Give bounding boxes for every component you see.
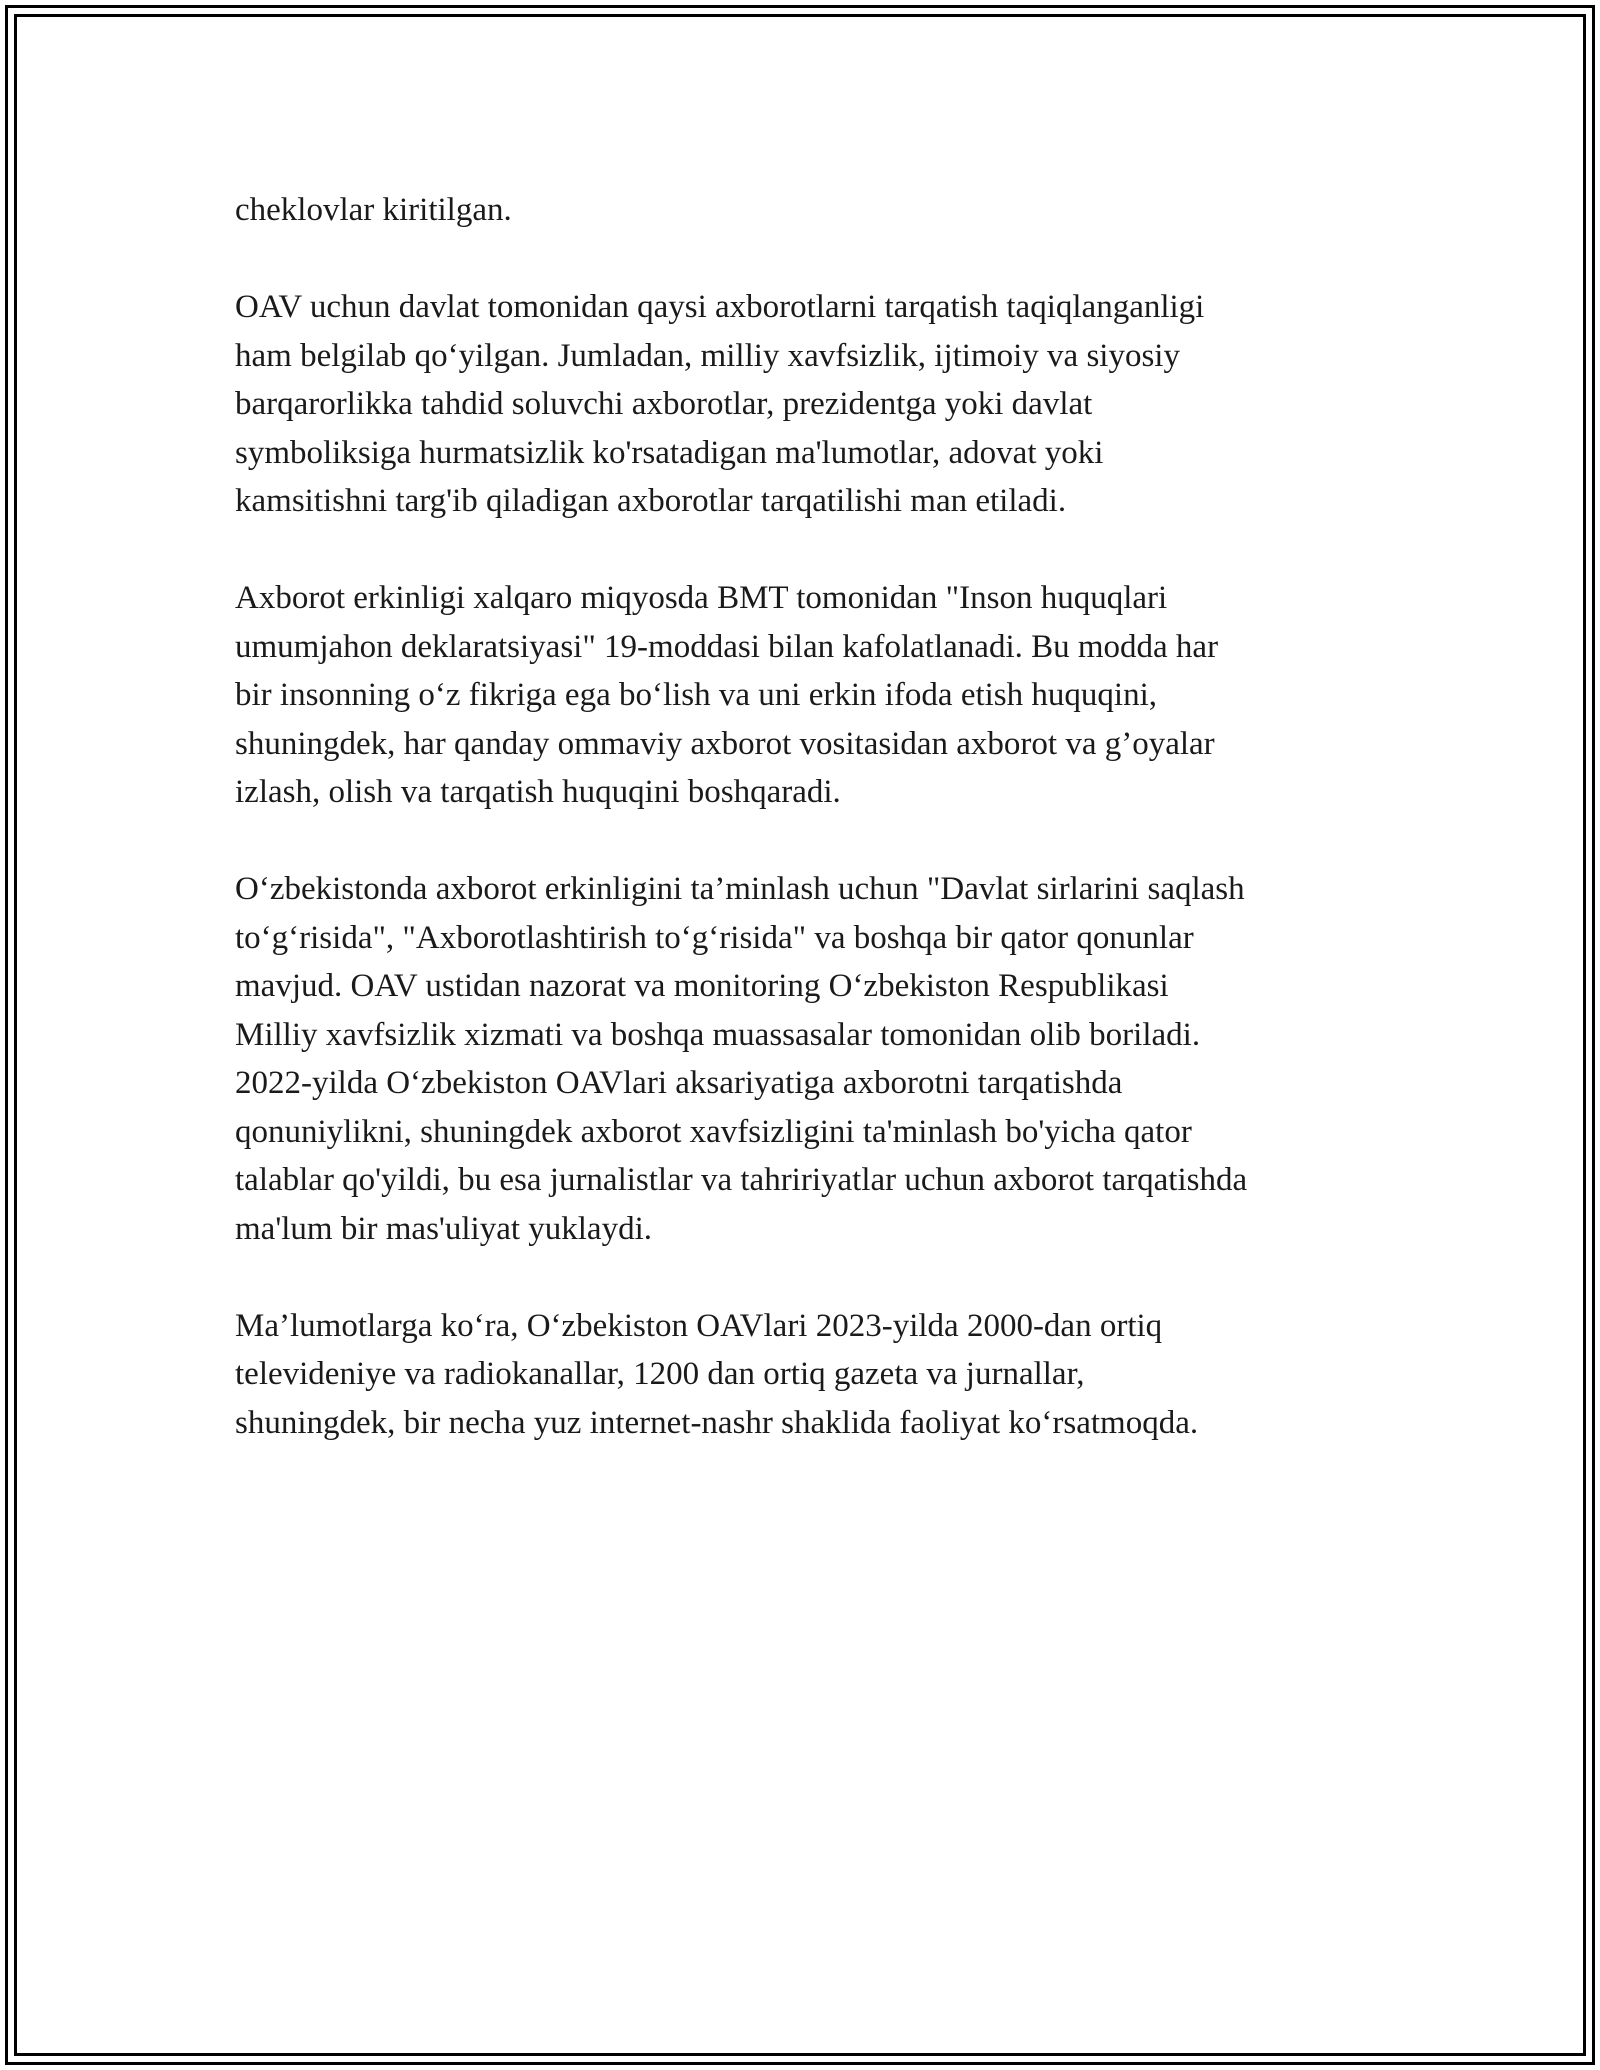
- text-line: izlash, olish va tarqatish huquqini boshqaradi.: [235, 774, 841, 810]
- text-line: OAV uchun davlat tomonidan qaysi axborotlarni tarqatish taqiqlanganligi: [235, 289, 1205, 325]
- text-line: to‘g‘risida", "Axborotlashtirish to‘g‘risida" va boshqa bir qator qonunlar: [235, 919, 1194, 956]
- paragraph-5: [235, 1302, 1380, 1448]
- text-line: symboliksiga hurmatsizlik ko'rsatadigan ma'lumotlar, adovat yoki: [235, 434, 1104, 471]
- paragraph-2: [235, 283, 1380, 526]
- text-line: ma'lum bir mas'uliyat yuklaydi.: [235, 1210, 652, 1247]
- text-line: barqarorlikka tahdid soluvchi axborotlar, prezidentga yoki davlat: [235, 386, 1093, 422]
- text-line: 2022-yilda O‘zbekiston OAVlari aksariyatiga axborotni tarqatishda: [235, 1065, 1123, 1101]
- paragraph-4: [235, 865, 1380, 1253]
- paragraph-1: [235, 186, 1380, 235]
- text-line: qonuniylikni, shuningdek axborot xavfsizligini ta'minlash bo'yicha qator: [235, 1113, 1192, 1150]
- text-line: televideniye va radiokanallar, 1200 dan ortiq gazeta va jurnallar,: [235, 1356, 1085, 1392]
- text-line: umumjahon deklaratsiyasi" 19-moddasi bilan kafolatlanadi. Bu modda har: [235, 628, 1219, 665]
- text-line: ham belgilab qo‘yilgan. Jumladan, milliy xavfsizlik, ijtimoiy va siyosiy: [235, 337, 1180, 374]
- text-line: kamsitishni targ'ib qiladigan axborotlar tarqatilishi man etiladi.: [235, 483, 1067, 519]
- text-line: Milliy xavfsizlik xizmati va boshqa muassasalar tomonidan olib boriladi.: [235, 1016, 1201, 1053]
- text-line: cheklovlar kiritilgan.: [235, 192, 512, 228]
- text-line: O‘zbekistonda axborot erkinligini ta’minlash uchun "Davlat sirlarini saqlash: [235, 871, 1245, 907]
- text-line: talablar qo'yildi, bu esa jurnalistlar va tahririyatlar uchun axborot tarqatishda: [235, 1162, 1248, 1198]
- text-line: bir insonning o‘z fikriga ega bo‘lish va uni erkin ifoda etish huquqini,: [235, 677, 1157, 713]
- document-body: [235, 186, 1380, 1447]
- text-line: shuningdek, har qanday ommaviy axborot vositasidan axborot va g’oyalar: [235, 725, 1215, 762]
- paragraph-3: [235, 574, 1380, 817]
- text-line: shuningdek, bir necha yuz internet-nashr shaklida faoliyat ko‘rsatmoqda.: [235, 1404, 1199, 1441]
- text-line: Axborot erkinligi xalqaro miqyosda BMT tomonidan "Inson huquqlari: [235, 580, 1168, 616]
- text-line: Ma’lumotlarga ko‘ra, O‘zbekiston OAVlari 2023-yilda 2000-dan ortiq: [235, 1307, 1163, 1344]
- text-line: mavjud. OAV ustidan nazorat va monitoring O‘zbekiston Respublikasi: [235, 968, 1169, 1004]
